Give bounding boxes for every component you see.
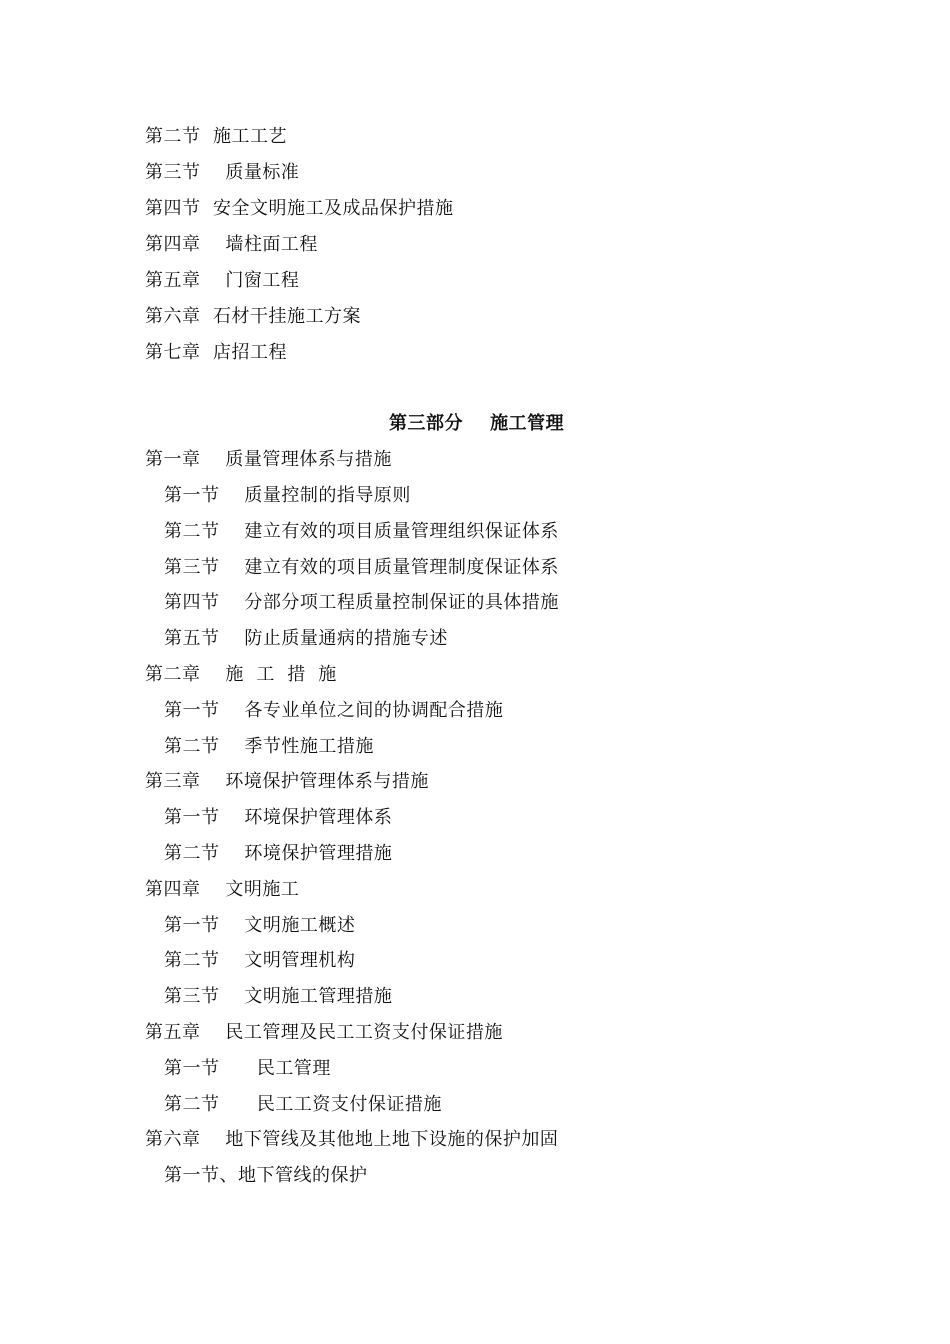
toc-chapter: 第六章 地下管线及其他地上地下设施的保护加固 xyxy=(145,1129,559,1150)
toc-chapter: 第三章 环境保护管理体系与措施 xyxy=(145,771,429,792)
toc-section: 第二节 环境保护管理措施 xyxy=(164,843,393,864)
toc-entry: 第七章 店招工程 xyxy=(145,342,287,363)
toc-entry: 第二节 施工工艺 xyxy=(145,126,287,147)
toc-section: 第二节 民工工资支付保证措施 xyxy=(164,1094,442,1115)
toc-section: 第二节 季节性施工措施 xyxy=(164,736,374,757)
toc-section: 第三节 文明施工管理措施 xyxy=(164,986,393,1007)
toc-section: 第三节 建立有效的项目质量管理制度保证体系 xyxy=(164,557,559,578)
toc-entry: 第四章 墙柱面工程 xyxy=(145,234,318,255)
toc-chapter: 第二章 施 工 措 施 xyxy=(145,664,337,685)
toc-chapter: 第一章 质量管理体系与措施 xyxy=(145,449,392,470)
toc-section: 第一节、地下管线的保护 xyxy=(164,1165,368,1186)
toc-section: 第一节 质量控制的指导原则 xyxy=(164,485,411,506)
toc-entry: 第四节 安全文明施工及成品保护措施 xyxy=(145,198,454,219)
toc-entry: 第三节 质量标准 xyxy=(145,162,300,183)
toc-section: 第一节 文明施工概述 xyxy=(164,915,356,936)
toc-section: 第一节 民工管理 xyxy=(164,1058,331,1079)
toc-section: 第五节 防止质量通病的措施专述 xyxy=(164,628,448,649)
toc-entry: 第六章 石材干挂施工方案 xyxy=(145,306,361,327)
toc-section: 第四节 分部分项工程质量控制保证的具体措施 xyxy=(164,592,559,613)
toc-section: 第一节 各专业单位之间的协调配合措施 xyxy=(164,700,504,721)
toc-chapter: 第五章 民工管理及民工工资支付保证措施 xyxy=(145,1022,503,1043)
toc-section: 第二节 建立有效的项目质量管理组织保证体系 xyxy=(164,521,559,542)
toc-chapter: 第四章 文明施工 xyxy=(145,879,300,900)
toc-entry: 第五章 门窗工程 xyxy=(145,270,300,291)
toc-section: 第二节 文明管理机构 xyxy=(164,950,356,971)
toc-section: 第一节 环境保护管理体系 xyxy=(164,807,393,828)
part-heading: 第三部分 施工管理 xyxy=(389,413,565,434)
